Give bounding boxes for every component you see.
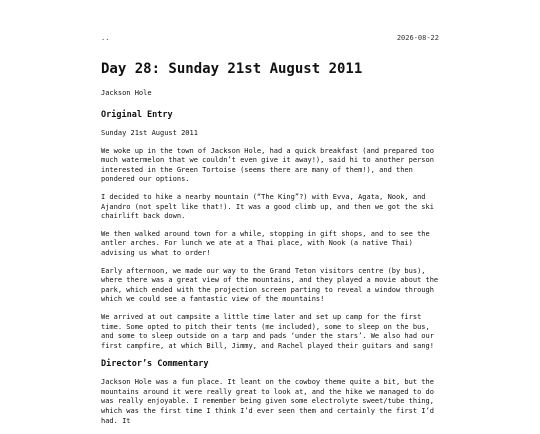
page-title: Day 28: Sunday 21st August 2011	[101, 61, 363, 77]
entry-paragraph: Early afternoon, we made our way to the Grand Teton visitors centre (by bus), where there was a great view of the mountains, and they played a movie about the park, which ended with the projection screen parting to reveal a window through which we could see a fantastic view of the mountains!	[101, 266, 439, 304]
top-nav	[101, 34, 439, 42]
commentary-heading: Director’s Commentary	[101, 359, 209, 370]
page-date: 2026-08-22	[396, 34, 439, 42]
back-link[interactable]: ..	[101, 34, 110, 42]
entry-paragraph: We then walked around town for a while, stopping in gift shops, and to see the antler arches. For lunch we ate at a Thai place, with Nook (a native Thai) advising us what to order!	[101, 229, 430, 257]
entry-paragraph: I decided to hike a nearby mountain (“The King”?) with Evva, Agata, Nook, and Ajandro (not spelt like that!). It was a good climb up, and then we got the ski chairlift back down.	[101, 192, 434, 221]
entry-paragraph: We woke up in the town of Jackson Hole, had a quick breakfast (and prepared too much watermelon that we couldn’t even give it away!), said hi to another person interested in the Green Tortoise (seems there are many of them!), and then pondered our options.	[101, 146, 434, 184]
location-label: Jackson Hole	[101, 89, 152, 97]
commentary-paragraph: Jackson Hole was a fun place. It leant on the cowboy theme quite a bit, but the mountains around it were really great to look at, and the hike we managed to do was really enjoyable. I remember being given some electrolyte sweet/tube thing, which was the first time I think I’d ever seen them and certainly the first I’d had. It	[101, 378, 434, 425]
entry-paragraph: We arrived at out campsite a little time later and set up camp for the first time. Some opted to pitch their tents (me included), some to sleep on the bus, and some to sleep outside on a tarp and pads ‘under the stars’. We also had our first campfire, at which Bill, Jimmy, and Rachel played their guitars and sang!	[101, 312, 434, 350]
original-entry-heading: Original Entry	[101, 110, 173, 120]
entry-date-paragraph: Sunday 21st August 2011	[101, 129, 198, 137]
article	[101, 60, 441, 434]
